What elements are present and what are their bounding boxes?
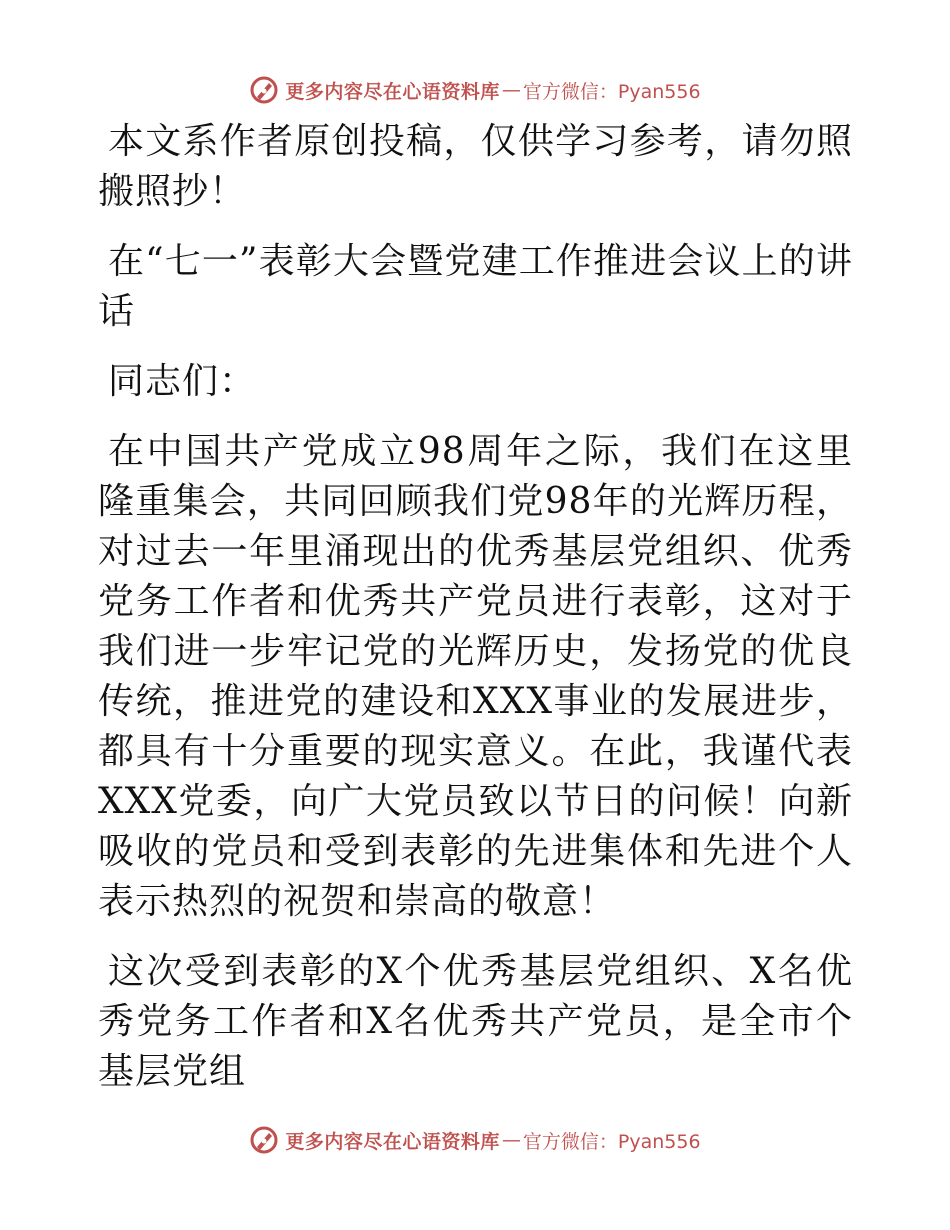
pen-logo-icon [249, 75, 279, 105]
notice-paragraph: 本文系作者原创投稿，仅供学习参考，请勿照搬照抄！ [98, 121, 853, 212]
pen-logo-icon [249, 1125, 279, 1155]
footer-wechat-text: 官方微信：Pyan556 [522, 1130, 701, 1153]
footer-watermark-banner [0, 1120, 950, 1160]
footer-site-text: 更多内容尽在心语资料库 [285, 1130, 500, 1153]
body-paragraph-2: 这次受到表彰的X个优秀基层党组织、X名优秀党务工作者和X名优秀共产党员，是全市个基层党组 [98, 951, 853, 1092]
header-wechat-text: 官方微信：Pyan556 [522, 80, 701, 103]
document-body [98, 117, 853, 1117]
footer-separator: — [501, 1129, 521, 1151]
header-watermark-banner [0, 70, 950, 110]
speech-title: 在“七一”表彰大会暨党建工作推进会议上的讲话 [98, 241, 853, 332]
header-site-text: 更多内容尽在心语资料库 [285, 80, 500, 103]
header-separator: — [501, 79, 521, 101]
salutation: 同志们： [108, 361, 257, 402]
body-paragraph-1: 在中国共产党成立98周年之际，我们在这里隆重集会，共同回顾我们党98年的光辉历程，对过去一年里涌现出的优秀基层党组织、优秀党务工作者和优秀共产党员进行表彰，这对于我们进一步牢记党的光辉历史，发扬党的优良传统，推进党的建设和XXX事业的发展进步，都具有十分重要的现实意义。在此，我谨代表XXX党委，向广大党员致以节日的问候！向新吸收的党员和受到表彰的先进集体和先进个人表示热烈的祝贺和崇高的敬意！ [98, 431, 853, 922]
